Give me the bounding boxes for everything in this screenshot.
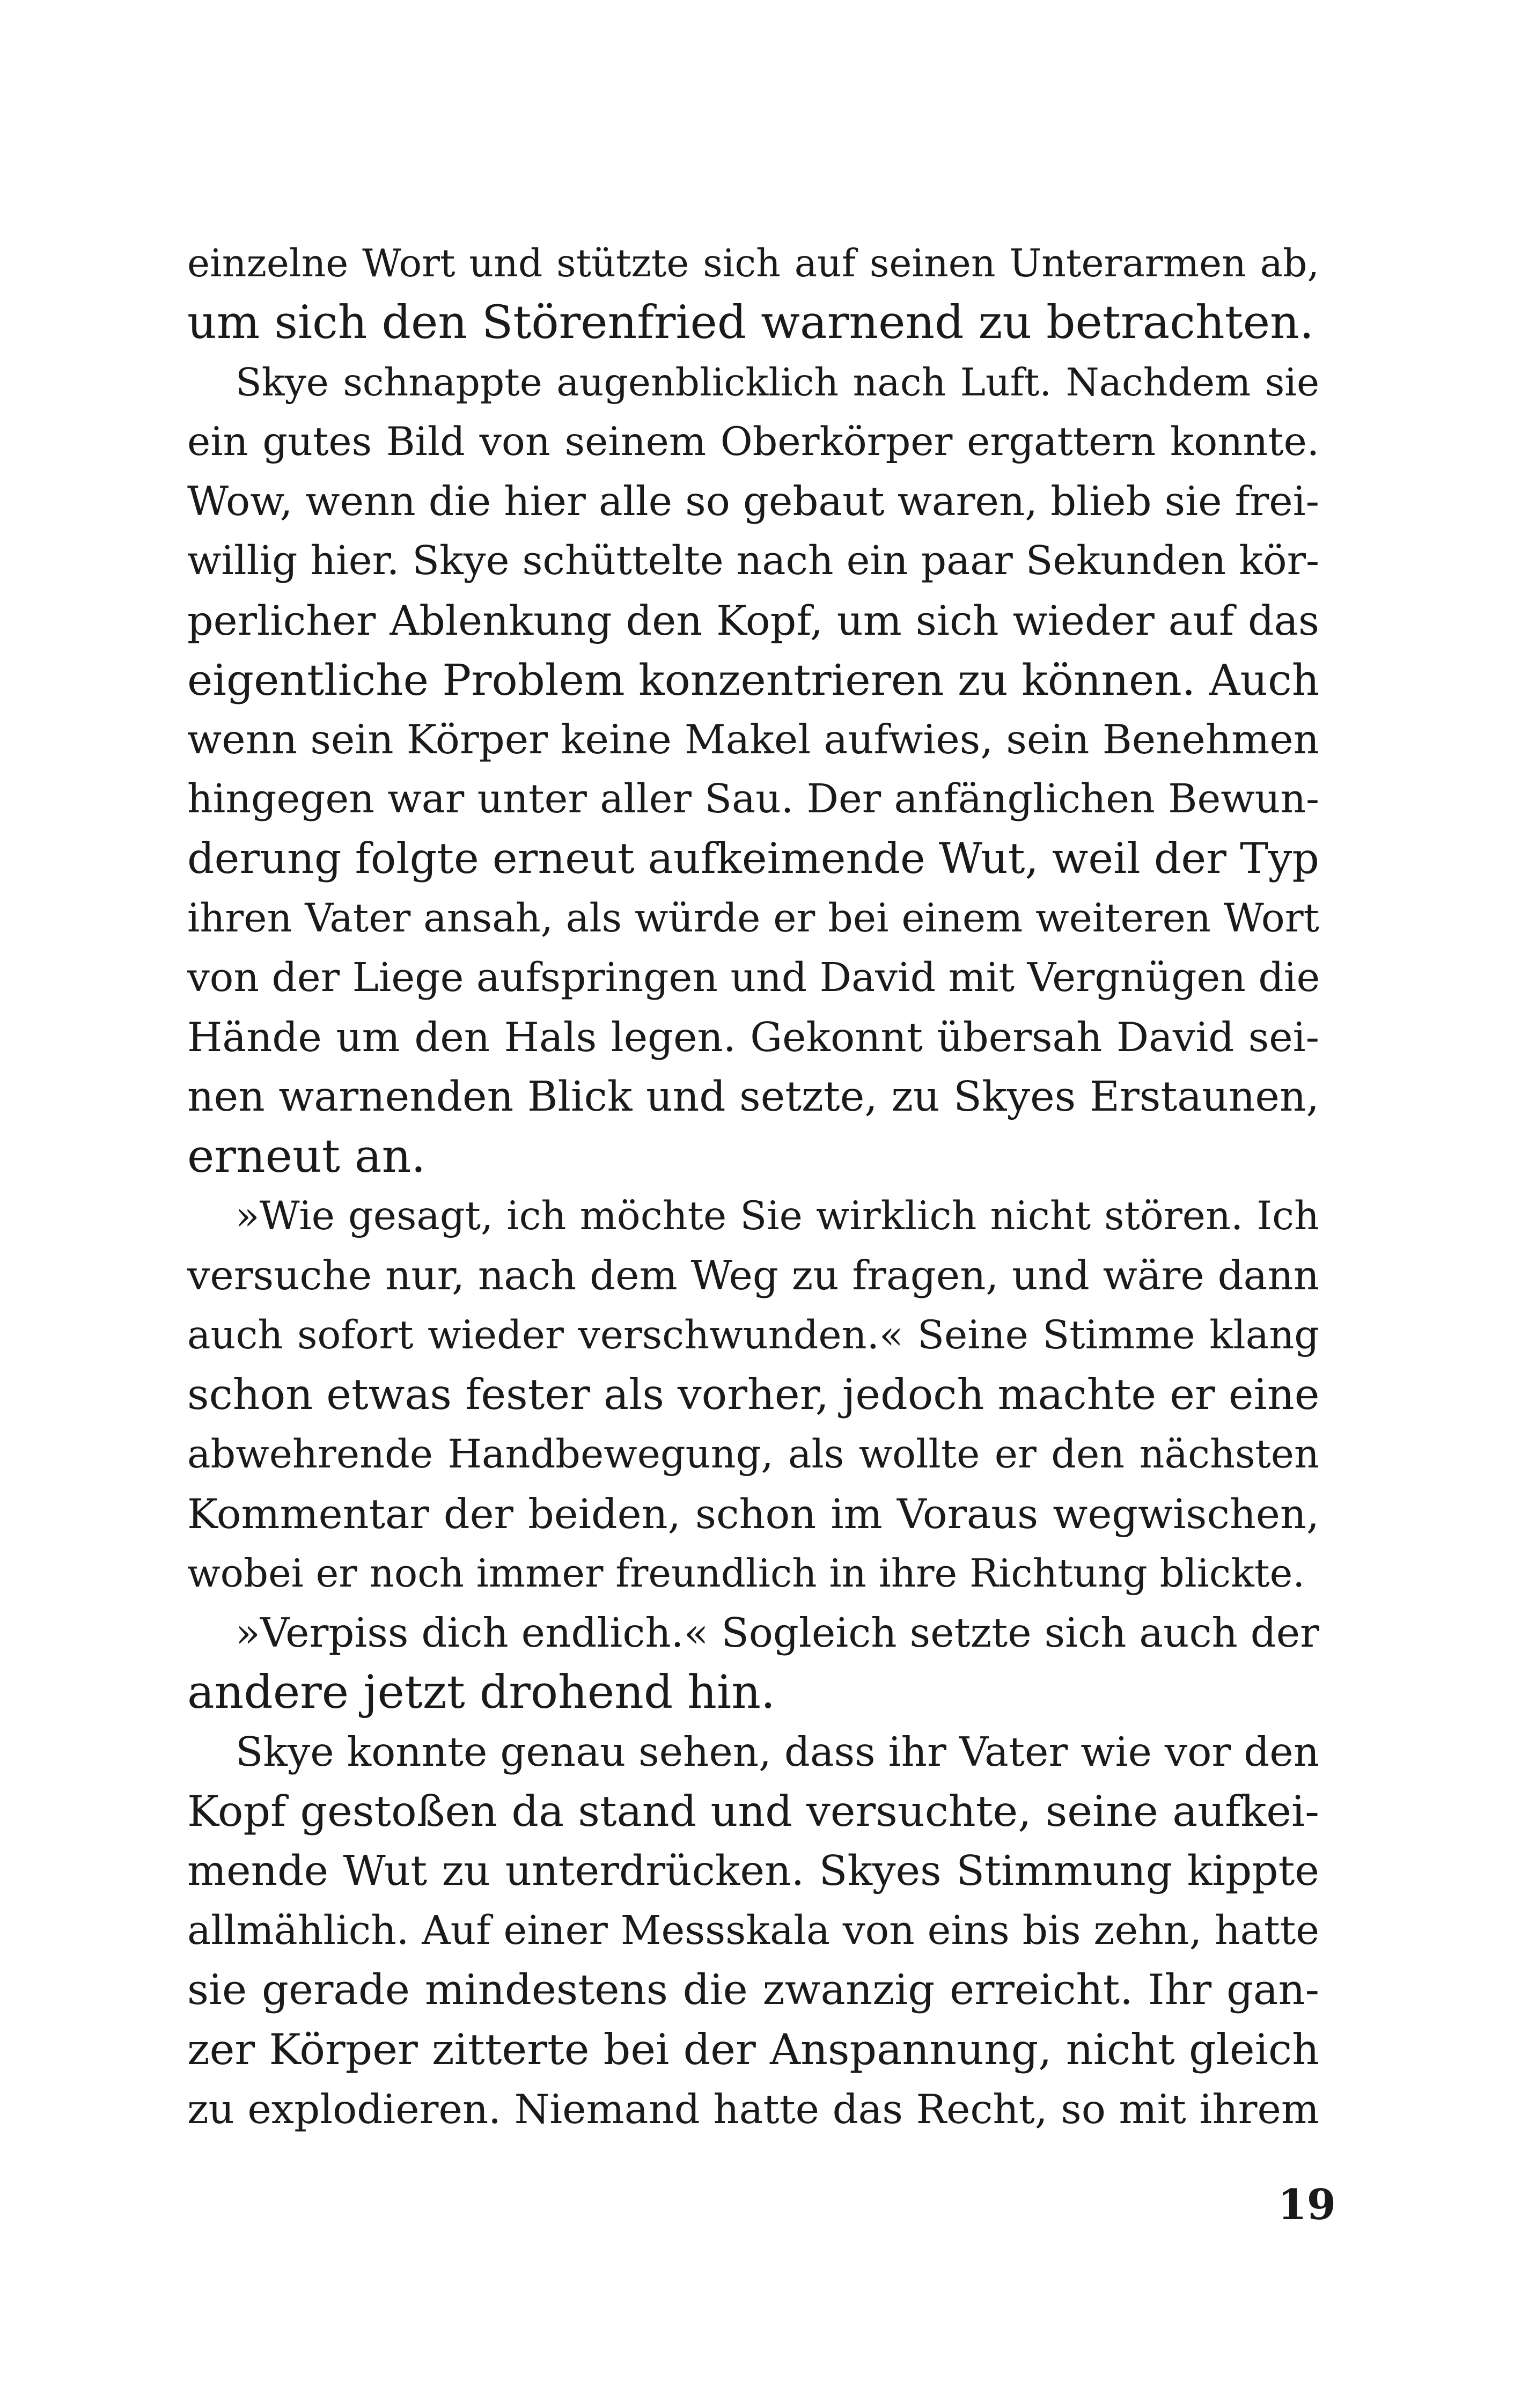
text-line: derung folgte erneut aufkeimende Wut, weil der Typ (187, 834, 1319, 883)
text-line: ihren Vater ansah, als würde er bei einem weiteren Wort (187, 895, 1319, 941)
text-line: zu explodieren. Niemand hatte das Recht, so mit ihrem (187, 2086, 1319, 2133)
body-text (187, 233, 1319, 2139)
text-line: um sich den Störenfried warnend zu betrachten. (187, 296, 1314, 349)
text-line: wobei er noch immer freundlich in ihre Richtung blickte. (187, 1551, 1305, 1596)
page-number: 19 (1277, 2181, 1336, 2229)
text-line: eigentliche Problem konzentrieren zu können. Auch (187, 655, 1320, 705)
text-line: nen warnenden Blick und setzte, zu Skyes Erstaunen, (187, 1073, 1319, 1121)
text-line: sie gerade mindestens die zwanzig erreicht. Ihr gan- (187, 1966, 1319, 2014)
text-line: mende Wut zu unterdrücken. Skyes Stimmung kippte (187, 1847, 1319, 1895)
text-line: von der Liege aufspringen und David mit Vergnügen die (187, 955, 1320, 1001)
text-line: hingegen war unter aller Sau. Der anfänglichen Bewun- (187, 776, 1319, 822)
text-line: »Wie gesagt, ich möchte Sie wirklich nicht stören. Ich (236, 1193, 1319, 1239)
text-line: Skye schnappte augenblicklich nach Luft. Nachdem sie (236, 360, 1319, 405)
text-line: auch sofort wieder verschwunden.« Seine Stimme klang (187, 1312, 1319, 1358)
text-line: Wow, wenn die hier alle so gebaut waren, blieb sie frei- (187, 478, 1319, 525)
text-line: andere jetzt drohend hin. (187, 1666, 775, 1719)
text-line: Hände um den Hals legen. Gekonnt übersah David sei- (187, 1014, 1319, 1061)
text-line: wenn sein Körper keine Makel aufwies, sein Benehmen (187, 716, 1319, 763)
text-line: zer Körper zitterte bei der Anspannung, nicht gleich (187, 2025, 1319, 2074)
text-line: ein gutes Bild von seinem Oberkörper ergattern konnte. (187, 419, 1319, 465)
text-line: einzelne Wort und stützte sich auf seinen Unterarmen ab, (187, 241, 1319, 285)
text-line: allmählich. Auf einer Messskala von eins bis zehn, hatte (187, 1907, 1319, 1954)
text-line: erneut an. (187, 1130, 426, 1183)
text-line: »Verpiss dich endlich.« Sogleich setzte sich auch der (236, 1609, 1319, 1656)
text-line: Skye konnte genau sehen, dass ihr Vater wie vor den (236, 1728, 1319, 1775)
text-line: willig hier. Skye schüttelte nach ein paar Sekunden kör- (187, 538, 1319, 584)
text-line: Kopf gestoßen da stand und versuchte, seine aufkei- (187, 1787, 1319, 1836)
text-line: abwehrende Handbewegung, als wollte er den nächsten (187, 1431, 1319, 1477)
text-line: Kommentar der beiden, schon im Voraus wegwischen, (187, 1490, 1319, 1538)
text-line: schon etwas fester als vorher, jedoch machte er eine (187, 1370, 1320, 1419)
text-line: perlicher Ablenkung den Kopf, um sich wieder auf das (187, 597, 1319, 644)
text-line: versuche nur, nach dem Weg zu fragen, und wäre dann (187, 1252, 1319, 1299)
